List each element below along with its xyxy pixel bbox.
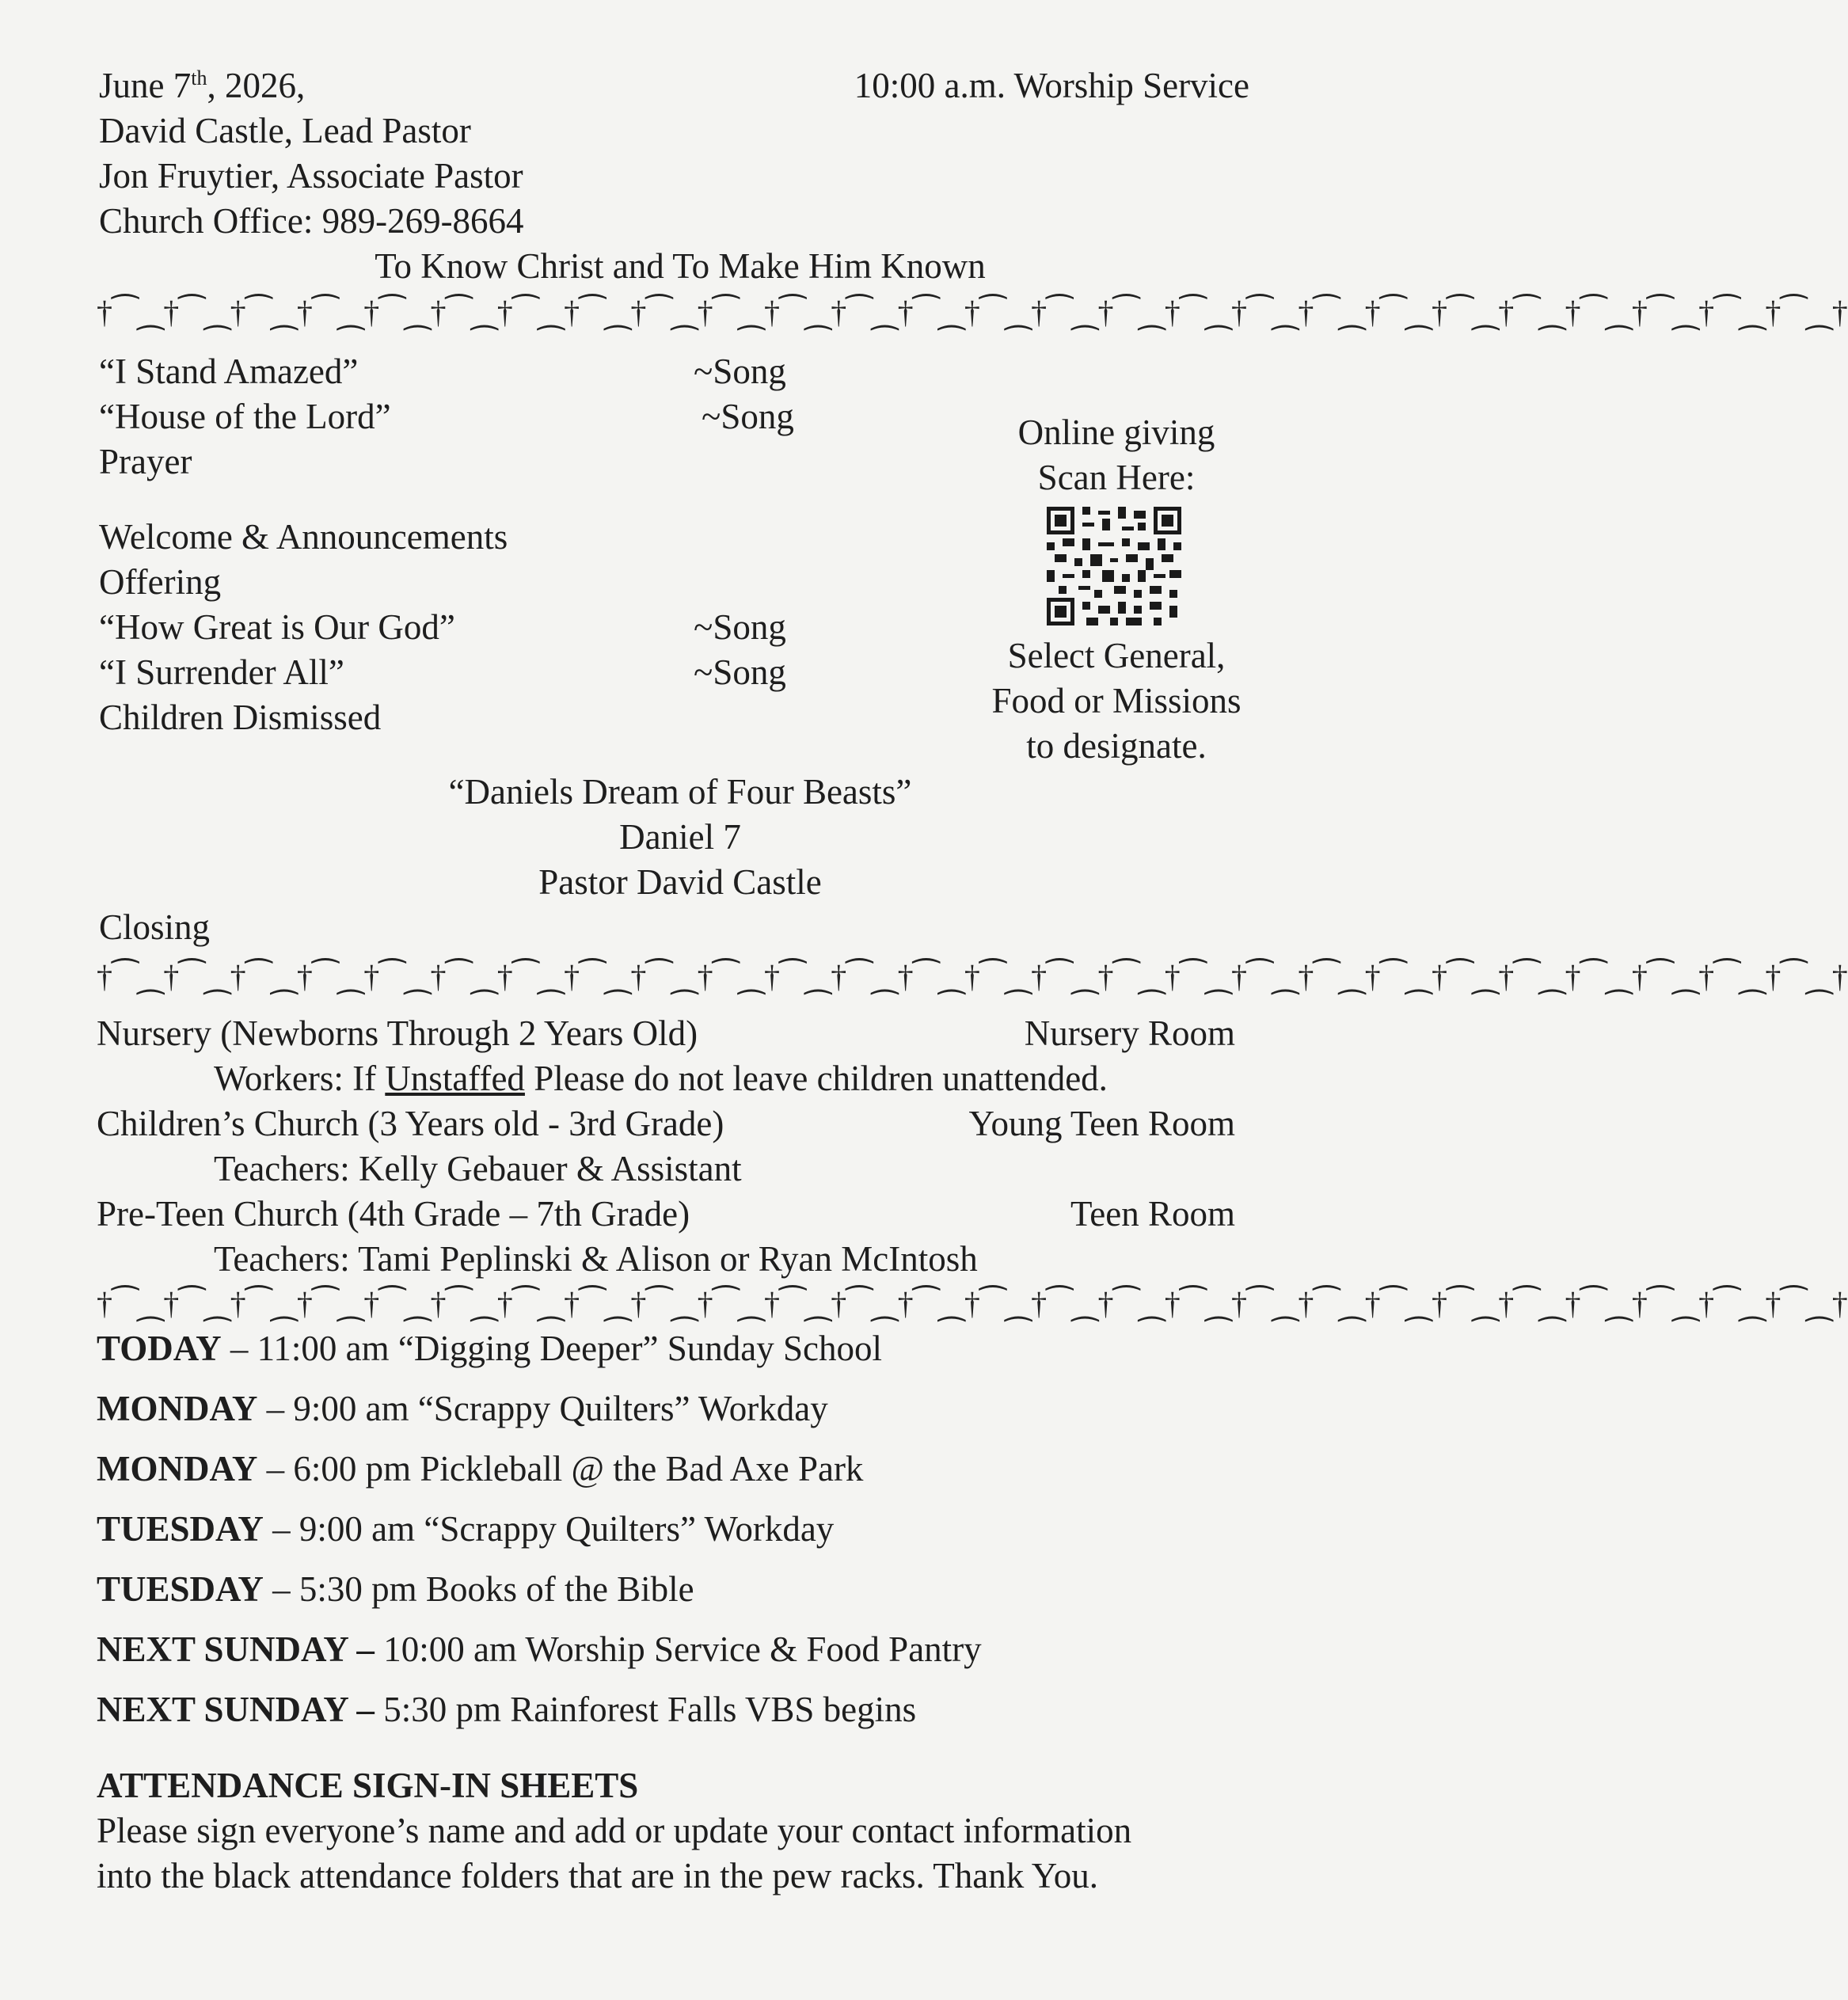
service-item: Welcome & Announcements bbox=[99, 517, 508, 557]
church-office-phone: Church Office: 989-269-8664 bbox=[99, 201, 524, 241]
nursery-room: Nursery Room bbox=[1024, 1013, 1235, 1053]
nursery-workers-note: Workers: If Unstaffed Please do not leave children unattended. bbox=[214, 1059, 1108, 1098]
giving-line: Food or Missions bbox=[991, 681, 1242, 721]
preteen-church-label: Pre-Teen Church (4th Grade – 7th Grade) bbox=[97, 1194, 690, 1234]
preteen-church-room: Teen Room bbox=[1070, 1194, 1235, 1234]
giving-line: Select General, bbox=[1007, 636, 1226, 675]
service-item-tag: ~Song bbox=[694, 352, 786, 391]
event-item: MONDAY – 9:00 am “Scrappy Quilters” Workday bbox=[97, 1389, 828, 1428]
sermon-speaker: Pastor David Castle bbox=[538, 862, 822, 902]
lead-pastor: David Castle, Lead Pastor bbox=[99, 111, 471, 150]
sermon-passage: Daniel 7 bbox=[619, 817, 741, 857]
service-item: “I Stand Amazed” bbox=[99, 352, 359, 391]
service-item: Children Dismissed bbox=[99, 698, 382, 737]
associate-pastor: Jon Fruytier, Associate Pastor bbox=[99, 156, 523, 196]
attendance-heading: ATTENDANCE SIGN-IN SHEETS bbox=[97, 1766, 639, 1805]
service-item: “House of the Lord” bbox=[99, 397, 391, 436]
attendance-text: Please sign everyone’s name and add or update your contact information bbox=[97, 1811, 1132, 1850]
childrens-church-label: Children’s Church (3 Years old - 3rd Grade) bbox=[97, 1104, 724, 1143]
qr-code-icon[interactable] bbox=[1047, 507, 1181, 625]
cross-divider: †⁀⁔†⁀⁔†⁀⁔†⁀⁔†⁀⁔†⁀⁔†⁀⁔†⁀⁔†⁀⁔†⁀⁔†⁀⁔†⁀⁔†⁀⁔†⁀⁔†⁀⁔†⁀⁔†⁀⁔†⁀⁔†⁀⁔†⁀⁔†⁀⁔†⁀⁔†⁀⁔†⁀⁔†⁀⁔†⁀⁔† bbox=[97, 959, 1848, 994]
service-item: Offering bbox=[99, 562, 222, 602]
giving-line: to designate. bbox=[1026, 726, 1207, 766]
event-item: MONDAY – 6:00 pm Pickleball @ the Bad Axe Park bbox=[97, 1449, 864, 1489]
closing-item: Closing bbox=[99, 907, 211, 947]
cross-divider: †⁀⁔†⁀⁔†⁀⁔†⁀⁔†⁀⁔†⁀⁔†⁀⁔†⁀⁔†⁀⁔†⁀⁔†⁀⁔†⁀⁔†⁀⁔†⁀⁔†⁀⁔†⁀⁔†⁀⁔†⁀⁔†⁀⁔†⁀⁔†⁀⁔†⁀⁔†⁀⁔†⁀⁔†⁀⁔†⁀⁔† bbox=[97, 1286, 1848, 1321]
nursery-label: Nursery (Newborns Through 2 Years Old) bbox=[97, 1013, 698, 1053]
childrens-church-teachers: Teachers: Kelly Gebauer & Assistant bbox=[214, 1149, 742, 1188]
event-item: TUESDAY – 5:30 pm Books of the Bible bbox=[97, 1569, 694, 1609]
service-item-tag: ~Song bbox=[702, 397, 794, 436]
attendance-text: into the black attendance folders that are in the pew racks. Thank You. bbox=[97, 1856, 1099, 1895]
childrens-church-room: Young Teen Room bbox=[968, 1104, 1235, 1143]
church-motto: To Know Christ and To Make Him Known bbox=[375, 246, 986, 286]
giving-line: Online giving bbox=[1017, 413, 1215, 452]
event-item: NEXT SUNDAY – 5:30 pm Rainforest Falls VBS begins bbox=[97, 1690, 917, 1729]
sermon-title: “Daniels Dream of Four Beasts” bbox=[448, 772, 912, 812]
preteen-church-teachers: Teachers: Tami Peplinski & Alison or Ryan McIntosh bbox=[214, 1239, 978, 1279]
service-item: “How Great is Our God” bbox=[99, 607, 455, 647]
service-item-tag: ~Song bbox=[694, 652, 786, 692]
service-item-tag: ~Song bbox=[694, 607, 786, 647]
service-date: June 7th, 2026, bbox=[99, 66, 306, 105]
event-item: NEXT SUNDAY – 10:00 am Worship Service & Food Pantry bbox=[97, 1629, 982, 1669]
event-item: TODAY – 11:00 am “Digging Deeper” Sunday School bbox=[97, 1329, 882, 1368]
service-item: Prayer bbox=[99, 442, 192, 481]
event-item: TUESDAY – 9:00 am “Scrappy Quilters” Workday bbox=[97, 1509, 835, 1549]
cross-divider: †⁀⁔†⁀⁔†⁀⁔†⁀⁔†⁀⁔†⁀⁔†⁀⁔†⁀⁔†⁀⁔†⁀⁔†⁀⁔†⁀⁔†⁀⁔†⁀⁔†⁀⁔†⁀⁔†⁀⁔†⁀⁔†⁀⁔†⁀⁔†⁀⁔†⁀⁔†⁀⁔†⁀⁔†⁀⁔†⁀⁔† bbox=[97, 295, 1848, 330]
service-time: 10:00 a.m. Worship Service bbox=[854, 66, 1249, 105]
service-item: “I Surrender All” bbox=[99, 652, 344, 692]
giving-line: Scan Here: bbox=[1037, 458, 1196, 497]
